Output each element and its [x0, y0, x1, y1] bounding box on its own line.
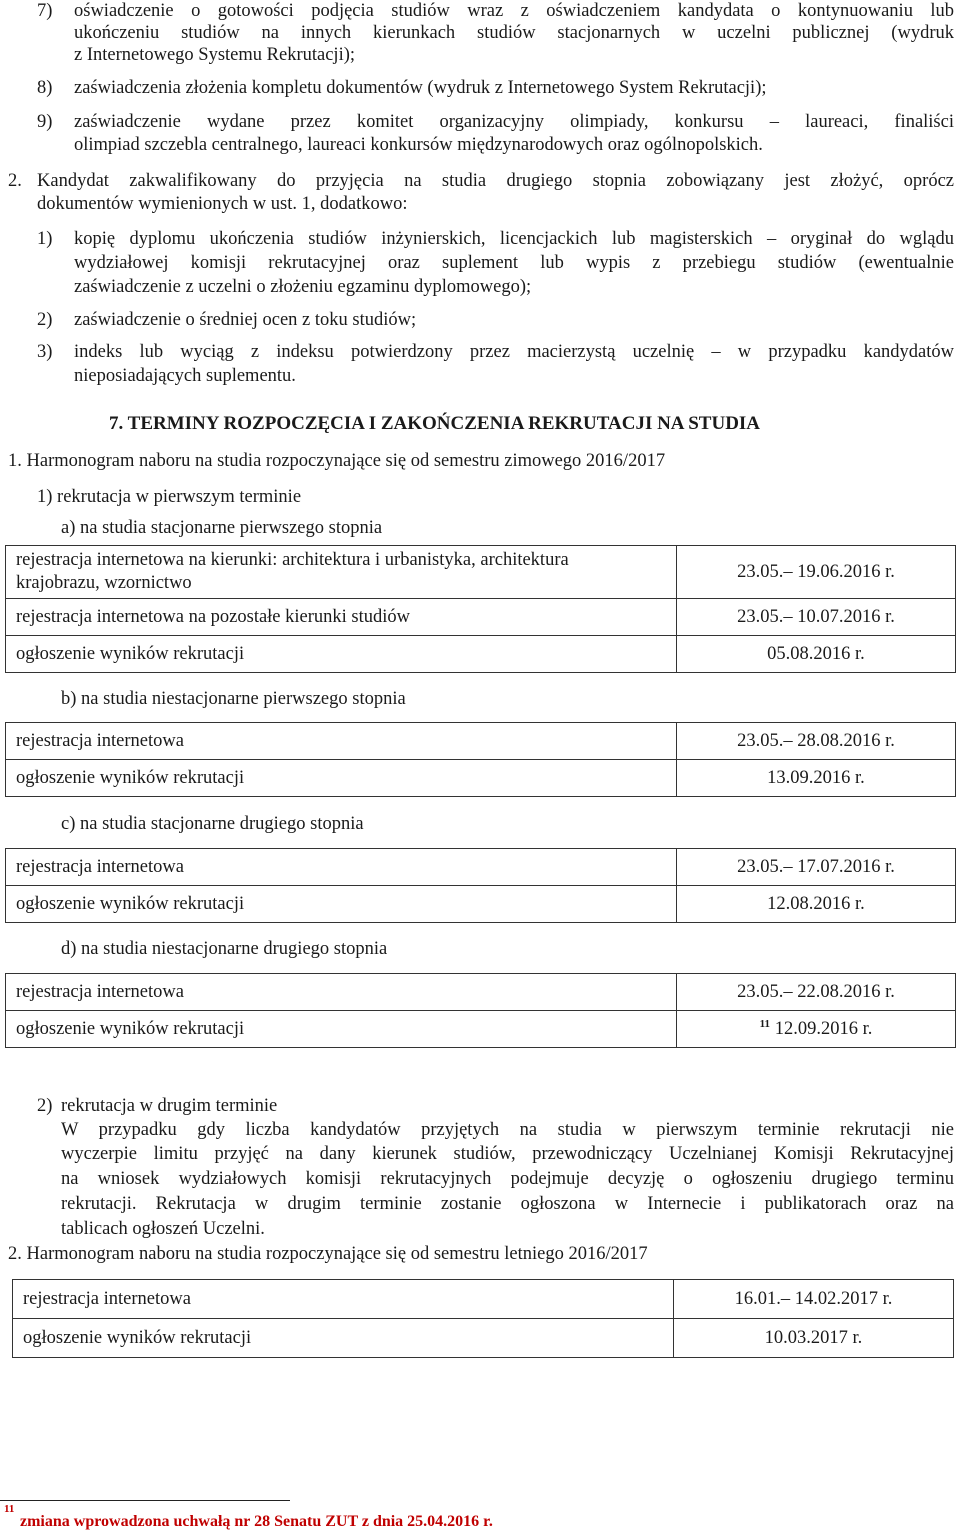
- second-term-heading: rekrutacja w drugim terminie: [61, 1096, 278, 1116]
- row-date-cell: [677, 1011, 956, 1048]
- footnote-text: zmiana wprowadzona uchwałą nr 28 Senatu ZUT z dnia 25.04.2016 r.: [20, 1513, 493, 1530]
- row-description: krajobrazu, wzornictwo: [16, 573, 192, 593]
- row-date: 10.03.2017 r.: [674, 1319, 954, 1358]
- list-number: 2): [37, 1096, 53, 1116]
- group-label: a) na studia stacjonarne pierwszego stopnia: [61, 518, 383, 538]
- footnote-mark: 11: [4, 1503, 15, 1515]
- row-description: ogłoszenie wyników rekrutacji: [6, 886, 677, 923]
- list-item-text: oświadczenie o gotowości podjęcia studiów wraz z oświadczeniem kandydata o kontynuowaniu lub: [74, 1, 954, 21]
- group-label: d) na studia niestacjonarne drugiego stopnia: [61, 939, 388, 959]
- row-description: rejestracja internetowa: [13, 1280, 674, 1319]
- table-row: [13, 1319, 954, 1358]
- row-description: rejestracja internetowa: [6, 974, 677, 1011]
- list-number: 9): [37, 112, 53, 132]
- row-date: 23.05.– 19.06.2016 r.: [677, 546, 956, 599]
- list-number: 2): [37, 310, 53, 330]
- list-item-text: zaświadczenie z uczelni o złożeniu egzaminu dyplomowego);: [74, 277, 532, 297]
- table-cell: [6, 546, 677, 599]
- list-item-text: kopię dyplomu ukończenia studiów inżynierskich, licencjackich lub magisterskich – oryginał do wglądu: [74, 229, 954, 249]
- schedule-table-summer: [12, 1279, 954, 1358]
- list-item-text: ukończeniu studiów na innych kierunkach studiów stacjonarnych w uczelni publicznej (wydruk: [74, 23, 954, 43]
- row-date: 12.09.2016 r.: [774, 1019, 873, 1039]
- list-number: 1): [37, 229, 53, 249]
- row-description: rejestracja internetowa na kierunki: architektura i urbanistyka, architektura: [16, 550, 569, 570]
- list-item-text: olimpiad szczebla centralnego, laureaci konkursów międzynarodowych oraz ogólnopolskich.: [74, 135, 763, 155]
- table-row: [6, 886, 956, 923]
- paragraph-line: rekrutacji. Rekrutacja w drugim terminie zostanie ogłoszona w Internecie i publikatorach oraz na: [61, 1194, 954, 1214]
- chapter-heading: 7. TERMINY ROZPOCZĘCIA I ZAKOŃCZENIA REKRUTACJI NA STUDIA: [109, 413, 761, 434]
- row-date: 23.05.– 10.07.2016 r.: [677, 599, 956, 636]
- group-label: c) na studia stacjonarne drugiego stopnia: [61, 814, 364, 834]
- list-number: 7): [37, 1, 53, 21]
- row-date: 13.09.2016 r.: [677, 760, 956, 797]
- table-row: [6, 974, 956, 1011]
- schedule-table-c: [5, 848, 956, 923]
- schedule-title: 1. Harmonogram naboru na studia rozpoczynające się od semestru zimowego 2016/2017: [8, 451, 666, 471]
- section-text: Kandydat zakwalifikowany do przyjęcia na studia drugiego stopnia zobowiązany jest złożyć, oprócz: [37, 171, 954, 191]
- row-date: 12.08.2016 r.: [677, 886, 956, 923]
- row-description: ogłoszenie wyników rekrutacji: [13, 1319, 674, 1358]
- table-row: [6, 599, 956, 636]
- table-row: [6, 636, 956, 673]
- row-description: ogłoszenie wyników rekrutacji: [6, 760, 677, 797]
- row-date: 23.05.– 22.08.2016 r.: [677, 974, 956, 1011]
- row-description: ogłoszenie wyników rekrutacji: [6, 636, 677, 673]
- list-item-text: wydziałowej komisji rekrutacyjnej oraz suplement lub wypis z przebiegu studiów (ewentualnie: [74, 253, 954, 273]
- list-item-text: zaświadczenia złożenia kompletu dokumentów (wydruk z Internetowego System Rekrutacji);: [74, 78, 767, 98]
- schedule-table-d: [5, 973, 956, 1048]
- row-date: 16.01.– 14.02.2017 r.: [674, 1280, 954, 1319]
- list-item-text: indeks lub wyciąg z indeksu potwierdzony przez macierzystą uczelnię – w przypadku kandydatów: [74, 342, 954, 362]
- paragraph-line: na wniosek wydziałowych komisji rekrutacyjnych podejmuje decyzję o ogłoszeniu drugiego terminu: [61, 1169, 954, 1189]
- schedule-title: 2. Harmonogram naboru na studia rozpoczynające się od semestru letniego 2016/2017: [8, 1244, 648, 1264]
- first-term-heading: 1) rekrutacja w pierwszym terminie: [37, 487, 302, 507]
- table-row: [6, 546, 956, 599]
- list-number: 3): [37, 342, 53, 362]
- row-date: 05.08.2016 r.: [677, 636, 956, 673]
- section-text: dokumentów wymienionych w ust. 1, dodatkowo:: [37, 194, 408, 214]
- list-item-text: nieposiadających suplementu.: [74, 366, 296, 386]
- row-description: rejestracja internetowa na pozostałe kierunki studiów: [6, 599, 677, 636]
- row-description: rejestracja internetowa: [6, 849, 677, 886]
- row-date: 23.05.– 28.08.2016 r.: [677, 723, 956, 760]
- paragraph-line: tablicach ogłoszeń Uczelni.: [61, 1219, 265, 1239]
- list-number: 8): [37, 78, 53, 98]
- paragraph-line: wyczerpie limitu przyjęć na dany kierunek studiów, przewodniczący Uczelnianej Komisji Rekrutacyjnej: [61, 1144, 954, 1164]
- table-row: [13, 1280, 954, 1319]
- row-date: 23.05.– 17.07.2016 r.: [677, 849, 956, 886]
- row-description: rejestracja internetowa: [6, 723, 677, 760]
- list-item-text: zaświadczenie o średniej ocen z toku studiów;: [74, 310, 417, 330]
- list-item-text: zaświadczenie wydane przez komitet organizacyjny olimpiady, konkursu – laureaci, finaliści: [74, 112, 954, 132]
- table-row: [6, 723, 956, 760]
- section-number: 2.: [8, 171, 22, 191]
- list-item-text: z Internetowego Systemu Rekrutacji);: [74, 45, 356, 65]
- schedule-table-a: [5, 545, 956, 673]
- group-label: b) na studia niestacjonarne pierwszego stopnia: [61, 689, 406, 709]
- row-description: ogłoszenie wyników rekrutacji: [6, 1011, 677, 1048]
- table-row: [6, 1011, 956, 1048]
- table-row: [6, 849, 956, 886]
- paragraph-line: W przypadku gdy liczba kandydatów przyjętych na studia w pierwszym terminie rekrutacji nie: [61, 1120, 954, 1140]
- footnote-divider: [0, 1500, 290, 1501]
- table-row: [6, 760, 956, 797]
- footnote-reference[interactable]: 11: [759, 1018, 771, 1030]
- schedule-table-b: [5, 722, 956, 797]
